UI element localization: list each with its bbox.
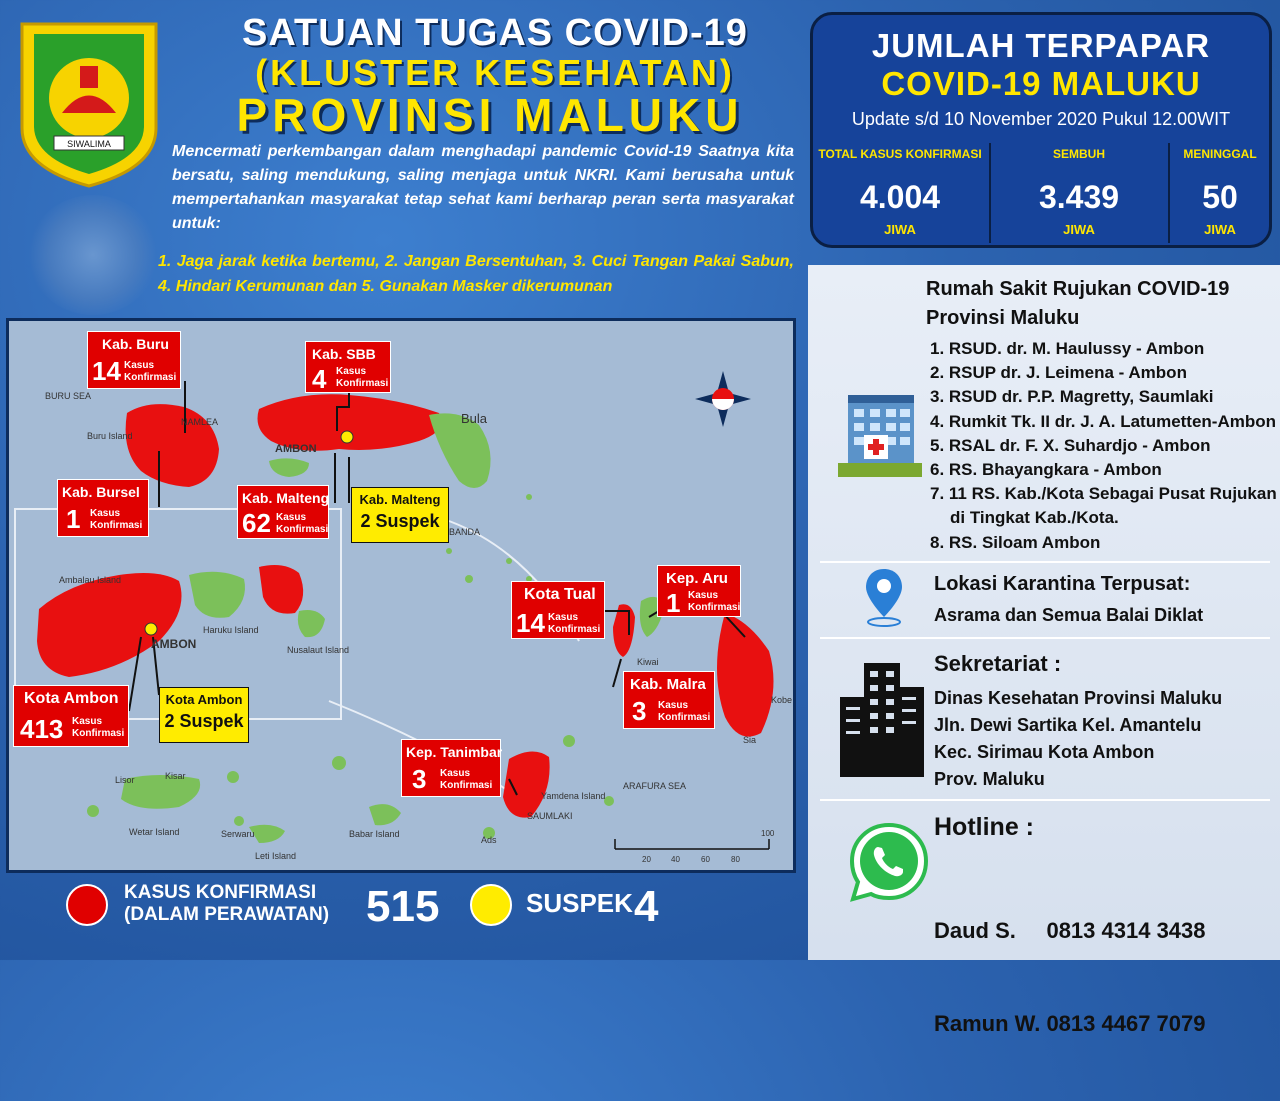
label-count: 62 [242,508,271,538]
label-count: 3 [412,764,427,794]
intro-text: Mencermati perkembangan dalam menghadapi pandemic Covid-19 Saatnya kita bersatu, saling mendukung, saling menjaga untuk NKRI. Kami berusaha untuk mempertahankan masyarakat tetap sehat kami berharap peran serta masyarakat untuk: [172,143,794,232]
label-kasus: Kasus [658,700,689,711]
label-region: Kab. Malra [630,676,706,693]
stat-deaths [1171,143,1269,239]
label-konfirmasi: Konfirmasi [90,520,143,531]
quarantine-body: Asrama dan Semua Balai Diklat [934,605,1204,625]
place-name: Ads [481,835,497,845]
label-count: 14 [92,356,121,386]
stat-recovered [993,143,1165,239]
stats-box [810,12,1272,248]
stat-deaths-value: 50 [1202,179,1238,215]
label-konfirmasi: Konfirmasi [336,378,389,389]
suspect-count: 2 Suspek [164,711,244,731]
list-item: 1. RSUD. dr. M. Haulussy - Ambon [930,339,1205,358]
stat-divider [989,143,991,243]
case-label-bursel [57,479,149,537]
divider [820,561,1270,563]
island-nusalaut [298,610,325,637]
place-name: Buru Island [87,431,133,441]
scale-tick: 100 [761,829,775,838]
label-konfirmasi: Konfirmasi [440,780,493,791]
stat-recovered-label: SEMBUH [1052,147,1105,161]
label-region: Kota Ambon [24,690,119,707]
label-kasus: Kasus [72,716,103,727]
list-item: 7. 11 RS. Kab./Kota Sebagai Pusat Rujukan [930,484,1277,504]
virus-graphic [28,195,158,315]
confirmed-total: 515 [366,882,440,931]
maluku-emblem-logo [14,18,164,188]
secretariat-address [934,685,1222,793]
title-line-3: PROVINSI MALUKU [236,89,744,141]
emblem-motto: SIWALIMA [67,139,111,149]
label-count: 1 [666,588,681,618]
place-name: Bula [461,411,488,426]
stat-recovered-value: 3.439 [1038,179,1120,215]
confirmed-line-2: (DALAM PERAWATAN) [124,904,330,925]
place-name: Yamdena Island [541,791,606,801]
hotline-numbers [934,853,1206,1101]
hotline-contact: Ramun W. 0813 4467 7079 [934,1011,1206,1036]
label-region: Kep. Tanimbar [406,744,503,760]
hotline-title: Hotline : [934,813,1034,841]
place-name: Ambalau Island [59,575,122,585]
address-line: Dinas Kesehatan Provinsi Maluku [934,688,1223,708]
list-item: 4. Rumkit Tk. II dr. J. A. Latumetten-Ambon [930,411,1277,431]
place-name: ARAFURA SEA [623,781,687,791]
stats-title-1: JUMLAH TERPAPAR [871,27,1211,64]
suspect-label-ambon [159,687,249,743]
address-line: Jln. Dewi Sartika Kel. Amantelu [934,715,1202,735]
label-count: 413 [20,714,64,744]
label-region: Kab. SBB [312,346,376,362]
place-name: BURU SEA [45,391,92,401]
hospitals-list [930,337,1277,555]
place-name: Kisar [165,771,186,781]
case-label-ambon [13,685,129,747]
stat-total [815,143,985,239]
place-name: NAMLEA [181,417,219,427]
place-name: Sia [743,735,757,745]
stat-deaths-unit: JIWA [1204,222,1236,237]
list-item: 5. RSAL dr. F. X. Suhardjo - Ambon [930,435,1211,455]
stat-recovered-unit: JIWA [1063,222,1095,237]
case-label-tanimbar [401,739,501,797]
stat-total-label: TOTAL KASUS KONFIRMASI [818,147,982,161]
stats-title-2: COVID-19 MALUKU [881,65,1201,102]
case-label-buru [87,331,181,389]
location-pin-icon [864,567,904,627]
scale-tick: 20 [642,855,651,864]
case-label-aru [657,565,741,617]
label-konfirmasi: Konfirmasi [124,372,177,383]
quarantine-title: Lokasi Karantina Terpusat: [934,573,1191,595]
label-konfirmasi: Konfirmasi [688,602,741,613]
place-name: AMBON [275,443,317,455]
hospitals-title-1: Rumah Sakit Rujukan COVID-19 [926,278,1230,300]
stat-divider [1168,143,1170,243]
label-kasus: Kasus [124,360,155,371]
suspect-total: 4 [634,882,659,931]
place-name: Babar Island [349,829,400,839]
list-item: 6. RS. Bhayangkara - Ambon [930,460,1162,480]
island-ambon-small [269,458,309,477]
label-kasus: Kasus [548,612,579,623]
place-name: Kiwai [637,657,659,667]
suspect-marker [341,431,353,443]
list-item: 3. RSUD dr. P.P. Magretty, Saumlaki [930,387,1214,407]
suspect-label-malteng [351,487,449,543]
island-tual [613,604,635,657]
place-name: Nusalaut Island [287,645,350,655]
hospital-icon [834,385,926,485]
label-region: Kota Tual [524,586,596,603]
stats-update: Update s/d 10 November 2020 Pukul 12.00WIT [851,109,1231,129]
label-count: 4 [312,364,327,394]
address-line: Prov. Maluku [934,769,1045,789]
list-item: 8. RS. Siloam Ambon [930,532,1101,552]
label-count: 1 [66,504,81,534]
island-haruku [189,572,245,618]
label-region: Kep. Aru [666,570,728,587]
place-name: SAUMLAKI [527,811,573,821]
label-konfirmasi: Konfirmasi [658,712,711,723]
label-count: 14 [516,608,545,638]
island-ambon-inset [37,573,182,677]
label-region: Kab. Buru [102,336,169,352]
suspect-marker [145,623,157,635]
label-konfirmasi: Konfirmasi [548,624,601,635]
suspect-count: 2 Suspek [360,511,440,531]
scale-tick: 40 [671,855,680,864]
case-label-tual [511,581,605,639]
list-item: 2. RSUP dr. J. Leimena - Ambon [930,363,1187,383]
suspect-legend-label: SUSPEK [526,888,633,918]
title-line-2: (KLUSTER KESEHATAN) [255,52,735,93]
scale-bar [615,839,769,849]
place-name: BANDA [449,527,481,537]
label-kasus: Kasus [440,768,471,779]
island-babar [369,804,401,825]
suspect-region: Kab. Malteng [359,492,441,507]
compass-rose [695,371,751,427]
confirmed-legend-label [124,882,329,926]
place-name: AMBON [151,637,197,651]
maluku-map [6,318,796,873]
label-region: Kab. Malteng [242,490,330,506]
whatsapp-icon [848,821,930,903]
island-saparua [259,565,303,614]
place-name: Wetar Island [129,827,180,837]
confirmed-legend-dot [66,884,108,926]
label-kasus: Kasus [688,590,719,601]
case-label-sbb [305,341,391,393]
office-building-icon [834,657,930,781]
info-panel [808,265,1280,1036]
confirmed-line-1: KASUS KONFIRMASI [124,882,317,903]
divider [820,637,1270,639]
place-name: Leti Island [255,851,297,861]
hospitals-title [926,275,1229,333]
place-name: Kobe [771,695,793,705]
stat-total-unit: JIWA [884,222,916,237]
label-kasus: Kasus [336,366,367,377]
label-konfirmasi: Konfirmasi [72,728,125,739]
title-line-1: SATUAN TUGAS COVID-19 [242,12,748,54]
place-name: Haruku Island [203,625,259,635]
label-kasus: Kasus [276,512,307,523]
suspect-region: Kota Ambon [165,692,243,707]
label-region: Kab. Bursel [62,484,140,500]
scale-tick: 60 [701,855,710,864]
case-label-malra [623,671,715,729]
scale-tick: 80 [731,855,740,864]
hotline-contact: Daud S. 0813 4314 3438 [934,918,1206,943]
protocol-steps: 1. Jaga jarak ketika bertemu, 2. Jangan Bersentuhan, 3. Cuci Tangan Pakai Sabun, 4. Hindari Kerumunan dan 5. Gunakan Masker dikerumunan [158,253,794,295]
island-tanimbar [503,751,550,817]
list-item: di Tingkat Kab./Kota. [950,508,1119,528]
hospitals-title-2: Provinsi Maluku [926,307,1080,329]
secretariat-title: Sekretariat : [934,651,1062,676]
label-count: 3 [632,696,647,726]
case-label-malteng [237,485,329,539]
place-name: Serwaru [221,829,255,839]
stat-total-value: 4.004 [859,179,941,215]
suspect-legend-dot [470,884,512,926]
stat-deaths-label: MENINGGAL [1183,147,1257,161]
label-konfirmasi: Konfirmasi [276,524,329,535]
label-kasus: Kasus [90,508,121,519]
address-line: Kec. Sirimau Kota Ambon [934,742,1155,762]
island-aru [717,613,774,737]
place-name: Lisor [115,775,135,785]
divider [820,799,1270,801]
